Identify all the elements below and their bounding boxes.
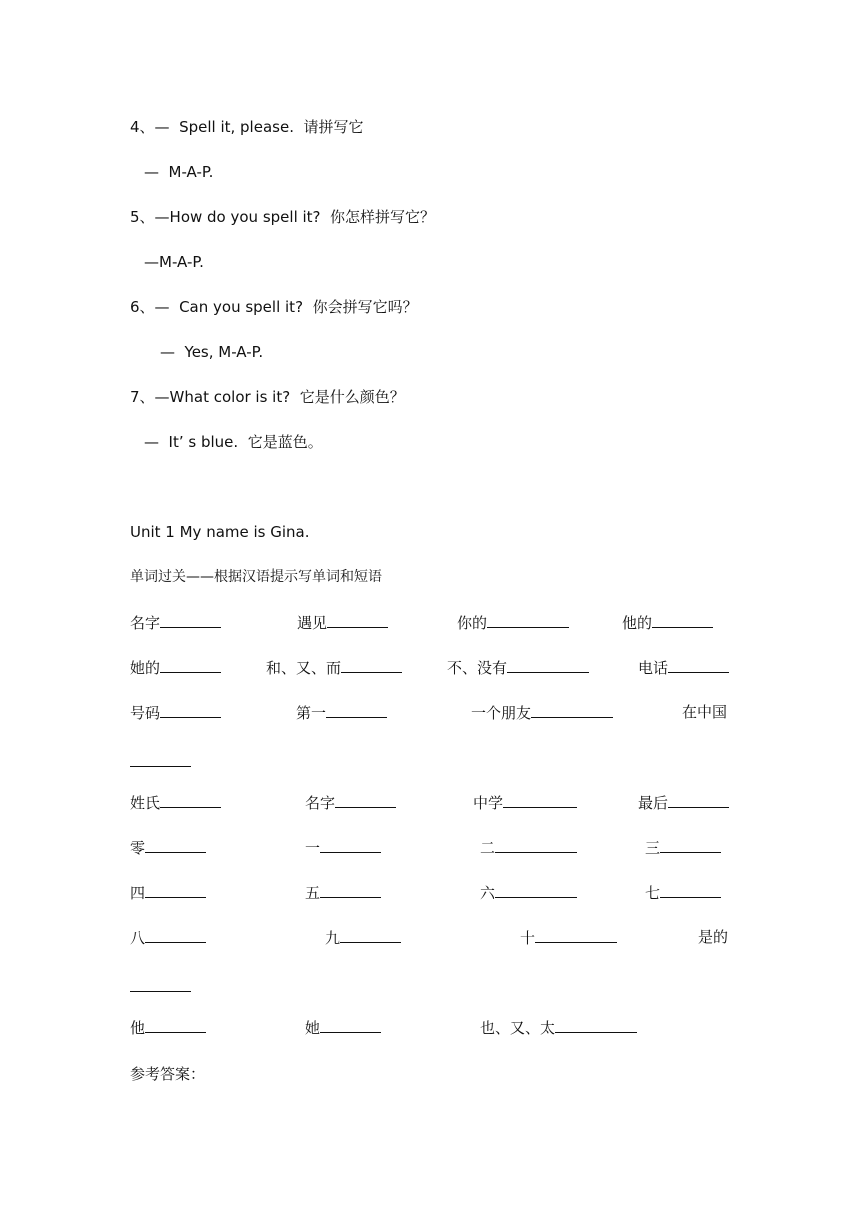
vocab-item: 他的 [622, 612, 713, 633]
answer-blank[interactable] [320, 1017, 381, 1033]
answer-blank[interactable] [335, 792, 396, 808]
vocab-item: 电话 [638, 657, 729, 678]
dialog-line: —M-A-P. [144, 253, 204, 271]
vocab-item: 三 [645, 837, 721, 858]
vocab-item: 也、又、太 [480, 1017, 637, 1038]
vocab-row [0, 702, 860, 722]
vocab-item: 名字 [130, 612, 221, 633]
answer-blank[interactable] [660, 837, 721, 853]
vocab-item: 八 [130, 927, 206, 948]
section-title: 单词过关——根据汉语提示写单词和短语 [130, 569, 382, 585]
vocab-row [0, 612, 860, 632]
vocab-item: 她的 [130, 657, 221, 678]
dialog-line: 7、—What color is it? 它是什么颜色？ [130, 388, 405, 406]
answer-blank[interactable] [145, 882, 206, 898]
answer-blank[interactable] [145, 927, 206, 943]
answer-blank[interactable] [341, 657, 402, 673]
answer-blank[interactable] [130, 990, 191, 992]
vocab-row [0, 657, 860, 677]
unit-title: Unit 1 My name is Gina. [130, 523, 310, 541]
answer-blank[interactable] [531, 702, 613, 718]
answer-blank[interactable] [320, 837, 381, 853]
vocab-item: 第一 [296, 702, 387, 723]
vocab-item: 和、又、而 [266, 657, 402, 678]
vocab-item: 你的 [457, 612, 569, 633]
answer-blank[interactable] [503, 792, 577, 808]
answer-blank[interactable] [652, 612, 713, 628]
answer-blank[interactable] [535, 927, 617, 943]
dialog-line: — Yes, M-A-P. [160, 343, 264, 361]
vocab-item: 四 [130, 882, 206, 903]
vocab-item: 二 [480, 837, 577, 858]
vocab-item: 九 [325, 927, 401, 948]
vocab-item: 遇见 [297, 612, 388, 633]
vocab-item: 七 [645, 882, 721, 903]
vocab-row [0, 837, 860, 857]
dialog-line: 6、— Can you spell it? 你会拼写它吗？ [130, 298, 418, 316]
vocab-item: 她 [305, 1017, 381, 1038]
answer-blank[interactable] [495, 837, 577, 853]
vocab-item: 五 [305, 882, 381, 903]
answer-blank[interactable] [160, 702, 221, 718]
dialog-line: 5、—How do you spell it? 你怎样拼写它？ [130, 208, 436, 226]
answer-blank[interactable] [145, 837, 206, 853]
answer-blank[interactable] [555, 1017, 637, 1033]
vocab-item: 不、没有 [447, 657, 589, 678]
vocab-item: 号码 [130, 702, 221, 723]
answer-blank[interactable] [327, 612, 388, 628]
dialog-line: — M-A-P. [144, 163, 214, 181]
vocab-row [0, 1017, 860, 1037]
answer-blank[interactable] [160, 792, 221, 808]
answer-blank[interactable] [487, 612, 569, 628]
vocab-item: 姓氏 [130, 792, 221, 813]
vocab-row [0, 882, 860, 902]
vocab-item: 一 [305, 837, 381, 858]
vocab-item: 一个朋友 [471, 702, 613, 723]
answer-blank[interactable] [668, 657, 729, 673]
vocab-item: 十 [520, 927, 617, 948]
vocab-item: 中学 [473, 792, 577, 813]
vocab-row [0, 792, 860, 812]
answer-blank[interactable] [507, 657, 589, 673]
answer-blank[interactable] [340, 927, 401, 943]
answer-blank[interactable] [130, 765, 191, 767]
vocab-row [0, 927, 860, 947]
answer-blank[interactable] [495, 882, 577, 898]
vocab-item: 在中国 [682, 703, 728, 721]
dialog-line: 4、— Spell it, please. 请拼写它 [130, 118, 364, 136]
vocab-item: 名字 [305, 792, 396, 813]
vocab-item: 他 [130, 1017, 206, 1038]
answer-label: 参考答案： [130, 1065, 206, 1083]
vocab-item: 是的 [698, 928, 729, 946]
vocab-item: 零 [130, 837, 206, 858]
answer-blank[interactable] [320, 882, 381, 898]
answer-blank[interactable] [160, 612, 221, 628]
vocab-item: 六 [480, 882, 577, 903]
answer-blank[interactable] [326, 702, 387, 718]
answer-blank[interactable] [145, 1017, 206, 1033]
dialog-line: — It’ s blue. 它是蓝色。 [144, 433, 323, 451]
answer-blank[interactable] [160, 657, 221, 673]
answer-blank[interactable] [668, 792, 729, 808]
answer-blank[interactable] [660, 882, 721, 898]
vocab-item: 最后 [638, 792, 729, 813]
